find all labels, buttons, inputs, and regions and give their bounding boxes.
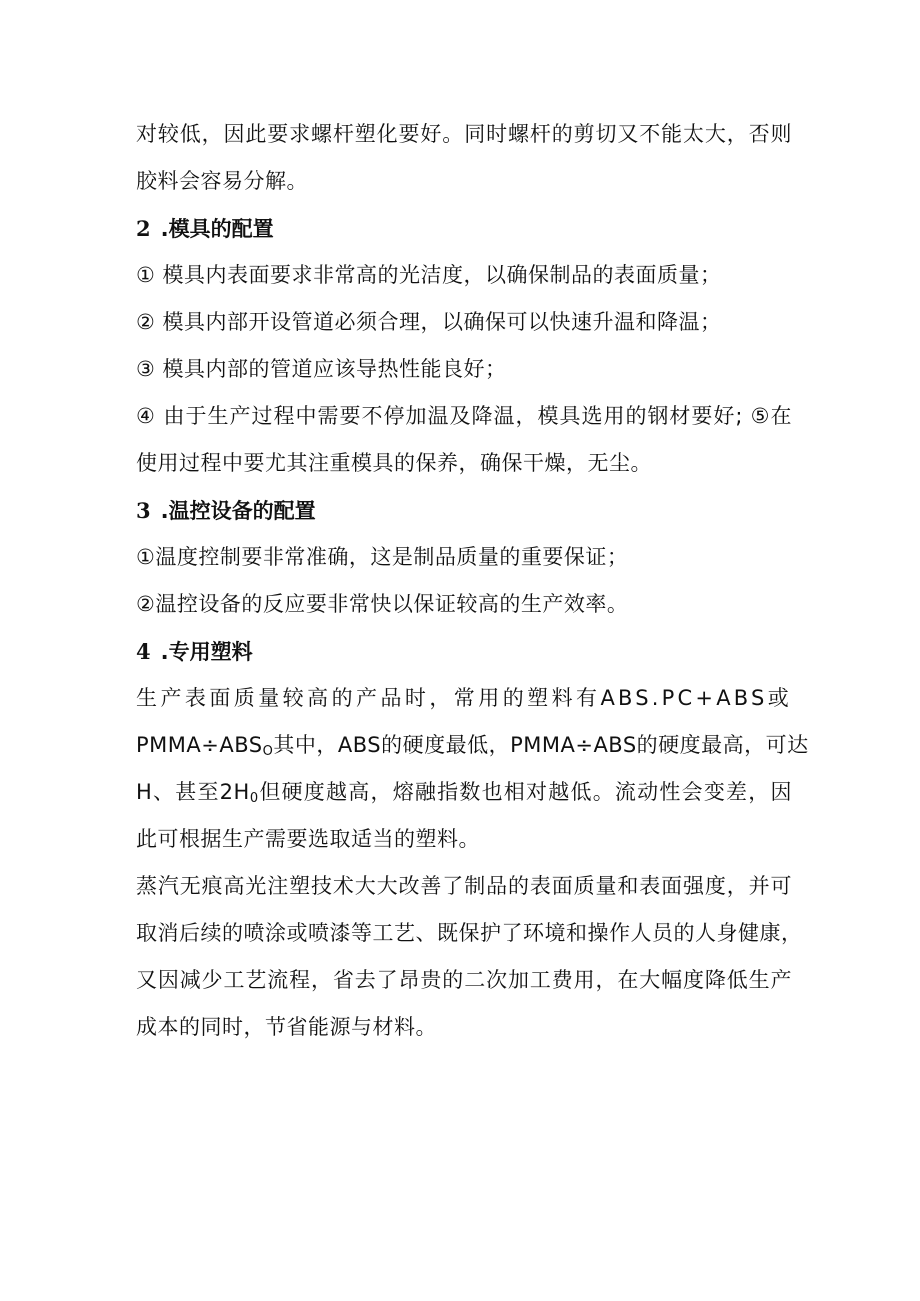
intro-line-1: 对较低，因此要求螺杆塑化要好。同时螺杆的剪切又不能太大，否则 bbox=[136, 122, 792, 146]
section-4-heading bbox=[136, 628, 792, 675]
section-4-title: .专用塑料 bbox=[160, 640, 253, 664]
section-4-line-3-a: H、甚至2H bbox=[136, 780, 250, 804]
section-4-line-4: 此可根据生产需要选取适当的塑料。 bbox=[136, 827, 480, 851]
section-2-heading bbox=[136, 205, 792, 252]
section-4-line-1: 生产表面质量较高的产品时，常用的塑料有ABS.PC+ABS或 bbox=[136, 686, 792, 710]
summary-line-3: 又因减少工艺流程，省去了昂贵的二次加工费用，在大幅度降低生产 bbox=[136, 968, 792, 992]
section-3-title: .温控设备的配置 bbox=[160, 499, 316, 523]
document-page bbox=[136, 111, 809, 1051]
summary-line-2: 取消后续的喷涂或喷漆等工艺、既保护了环境和操作人员的人身健康， bbox=[136, 921, 803, 945]
section-4-line-2-sub: O bbox=[262, 744, 274, 759]
section-4-line-2-b: 其中，ABS的硬度最低，PMMA÷ABS的硬度最高，可达 bbox=[273, 733, 809, 757]
section-2-title: .模具的配置 bbox=[160, 217, 274, 241]
section-4-line-3-sub: 0 bbox=[249, 791, 259, 806]
section-4-line-3 bbox=[136, 769, 792, 816]
intro-line-2: 胶料会容易分解。 bbox=[136, 169, 308, 193]
section-2-item-2: ② 模具内部开设管道必须合理，以确保可以快速升温和降温； bbox=[136, 310, 722, 334]
section-2-number: 2 bbox=[136, 216, 151, 241]
section-4-number: 4 bbox=[136, 639, 151, 664]
section-2-item-4: ④ 由于生产过程中需要不停加温及降温，模具选用的钢材要好; ⑤在 bbox=[136, 404, 792, 428]
section-4-line-3-b: 但硬度越高，熔融指数也相对越低。流动性会变差，因 bbox=[258, 780, 792, 804]
section-3-item-2: ②温控设备的反应要非常快以保证较高的生产效率。 bbox=[136, 592, 629, 616]
summary-line-4: 成本的同时，节省能源与材料。 bbox=[136, 1015, 437, 1039]
section-3-heading bbox=[136, 487, 792, 534]
section-2-item-5: 使用过程中要尤其注重模具的保养，确保干燥，无尘。 bbox=[136, 451, 652, 475]
section-2-item-3: ③ 模具内部的管道应该导热性能良好； bbox=[136, 357, 507, 381]
section-2-item-1: ① 模具内表面要求非常高的光洁度，以确保制品的表面质量； bbox=[136, 263, 722, 287]
section-4-line-2 bbox=[136, 722, 809, 769]
section-3-item-1: ①温度控制要非常准确，这是制品质量的重要保证； bbox=[136, 545, 629, 569]
section-4-line-2-a: PMMA÷ABS bbox=[136, 733, 263, 757]
summary-line-1: 蒸汽无痕高光注塑技术大大改善了制品的表面质量和表面强度，并可 bbox=[136, 874, 792, 898]
section-3-number: 3 bbox=[136, 498, 151, 523]
